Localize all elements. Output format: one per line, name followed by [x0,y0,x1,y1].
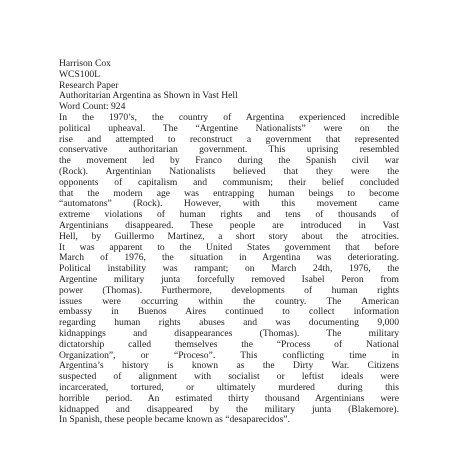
paper-title: Authoritarian Argentina as Shown in Vast Hell [59,90,238,102]
body-line: “automatons” (Rock). However, with this movement came [59,198,399,210]
body-line: Argentine military junta forcefully removed Isabel Peron from [59,273,399,285]
assignment-type: Research Paper [59,79,119,91]
body-line: kidnappings and disappearances (Thomas). The military [59,327,399,339]
body-line: (Rock). Argentinian Nationalists believed that they were the [59,165,399,177]
body-line: issues were occurring within the country. The American [59,295,399,307]
body-line: Argentinians disappeared. These people are introduced in Vast [59,219,399,231]
body-line: Political instability was rampant; on March 24th, 1976, the [59,263,399,275]
body-line: rise and attempted to reconstruct a government that represented [59,133,399,145]
body-line: suspected of alignment with socialist or leftist ideals were [59,371,399,383]
body-line: political upheaval. The “Argentine Nationalists” were on the [59,122,399,134]
body-line: embassy in Buenos Aires continued to collect information [59,306,399,318]
body-line: opponents of capitalism and communism; their belief concluded [59,176,399,188]
body-line: Argentina’s history is known as the Dirty War. Citizens [59,360,399,372]
body-line: Organization”, or “Proceso”. This conflicting time in [59,349,399,361]
body-line: the movement led by Franco during the Spanish civil war [59,155,399,167]
body-line: dictatorship called themselves the “Process of National [59,338,399,350]
body-line: March of 1976, the situation in Argentina was deteriorating. [59,252,399,264]
body-line: Hell, by Guillermo Martinez, a short story about the atrocities. [59,230,399,242]
author-name: Harrison Cox [59,58,111,69]
body-line: In Spanish, these people became known as “desaparecidos”. [59,414,290,426]
body-line: power (Thomas). Furthermore, developments of human rights [59,284,399,296]
body-line: horrible period. An estimated thirty thousand Argentinians were [59,392,399,404]
body-line: kidnapped and disappeared by the military junta (Blakemore). [59,403,399,415]
body-line: extreme violations of human rights and tens of thousands of [59,209,399,221]
body-line: regarding human rights abuses and was documenting 9,000 [59,317,399,329]
body-line: In the 1970’s, the country of Argentina experienced incredible [59,111,399,123]
body-line: incarcerated, tortured, or ultimately murdered during this [59,381,399,393]
document-text [59,59,399,426]
body-line: that the modern age was entrapping human beings to become [59,187,399,199]
course-code: WCS100L [59,68,101,80]
body-line: It was apparent to the United States government that before [59,241,399,253]
word-count: Word Count: 924 [59,101,126,113]
body-line: conservative authoritarian government. This uprising resembled [59,144,399,156]
